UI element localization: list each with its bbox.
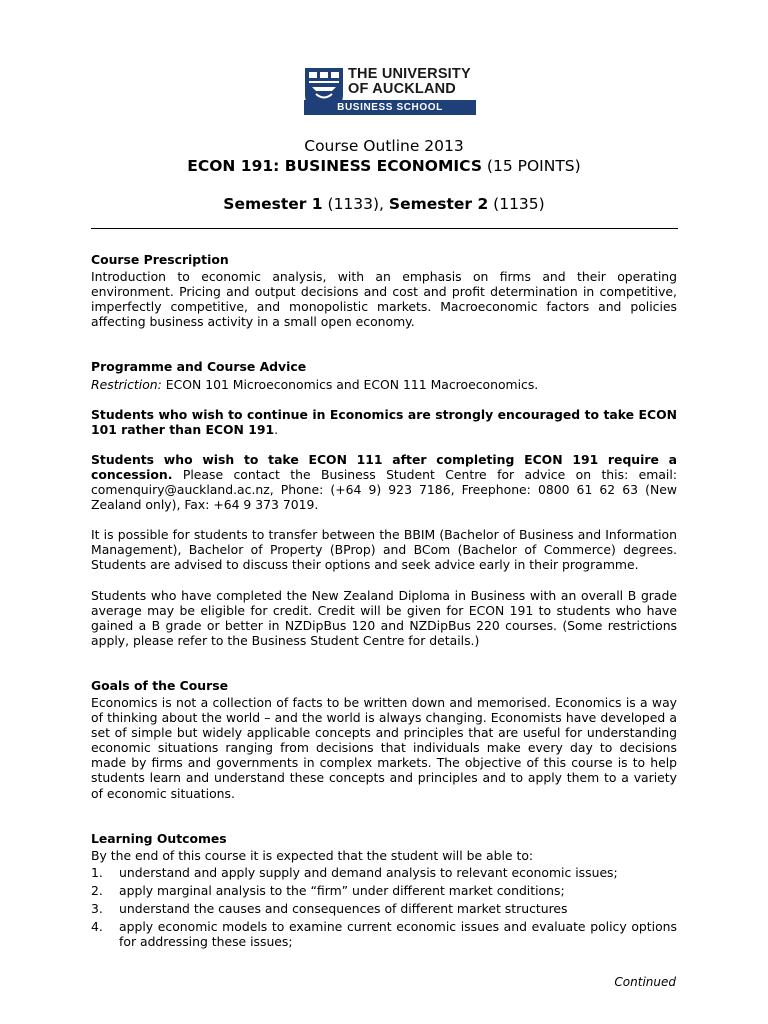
list-item-text: understand and apply supply and demand analysis to relevant economic issues; (119, 864, 618, 880)
advice-paragraph-3: It is possible for students to transfer between the BBIM (Bachelor of Business and Information Management), Bachelor of Property (BProp) and BCom (Bachelor of Commerce) degrees. Students are advised to discuss their options and seek advice early in their programme. (91, 527, 677, 573)
logo-line-1: THE UNIVERSITY (348, 66, 471, 82)
goals-text: Economics is not a collection of facts to be written down and memorised. Economics is a way of thinking about the world – and the world is always changing. Economists have developed a set of simple but widely applicable concepts and principles that are useful for understanding economic situations ranging from decisions that individuals make every day to decisions made by firms and governments in complex markets. The objective of this course is to help students learn and understand these concepts and principles and to apply them to a variety of economic situations. (91, 694, 677, 801)
course-outline-title: Course Outline 2013 (304, 137, 464, 155)
list-item-number: 2. (91, 882, 103, 898)
list-item (91, 865, 677, 880)
list-item-text: apply economic models to examine current economic issues and evaluate policy options for addressing these issues; (119, 919, 677, 950)
advice-paragraph-1 (91, 407, 677, 437)
list-item-text: apply marginal analysis to the “firm” under different market conditions; (119, 882, 565, 898)
prescription-heading: Course Prescription (91, 252, 229, 267)
restriction-paragraph (91, 377, 677, 392)
semester-1-code: (1133), (322, 195, 389, 213)
advice-paragraph-4: Students who have completed the New Zealand Diploma in Business with an overall B grade average may be eligible for credit. Credit will be given for ECON 191 to students who have gained a B grade or better in NZDipBus 120 and NZDipBus 220 courses. (Some restrictions apply, please refer to the Business Student Centre for details.) (91, 587, 677, 648)
semester-2-label: Semester 2 (388, 195, 489, 213)
outcomes-intro: By the end of this course it is expected that the student will be able to: (91, 847, 534, 863)
list-item-text: understand the causes and consequences of different market structures (119, 901, 568, 916)
list-item-number: 3. (91, 901, 103, 916)
semester-line (0, 195, 768, 213)
restriction-text: ECON 101 Microeconomics and ECON 111 Macroeconomics. (161, 376, 539, 392)
goals-heading: Goals of the Course (91, 677, 228, 693)
semester-1-label: Semester 1 (223, 195, 323, 213)
university-logo (304, 67, 476, 115)
logo-line-2: OF AUCKLAND (348, 81, 456, 97)
document-body (91, 252, 677, 952)
logo-school-bar: BUSINESS SCHOOL (304, 100, 476, 115)
prescription-text: Introduction to economic analysis, with an emphasis on firms and their operating environment. Pricing and output decisions and cost and profit determination in competitive, imperfectly competitive, and monopolistic markets. Macroeconomic factors and policies affecting business activity in a small open economy. (91, 269, 677, 330)
list-item (91, 919, 677, 949)
outcomes-heading: Learning Outcomes (91, 830, 227, 846)
semester-2-code: (1135) (488, 195, 545, 213)
advice-p2-text: Please contact the Business Student Centre for advice on this: email: comenquiry@auckland.ac.nz, Phone: (+64 9) 923 7186, Freephone: 0800 61 62 63 (New Zealand only), Fax: +64 9 373 7019. (91, 466, 677, 513)
advice-p1-end: . (274, 421, 279, 437)
list-item-number: 4. (91, 919, 103, 935)
advice-heading: Programme and Course Advice (91, 359, 307, 375)
list-item-number: 1. (91, 864, 103, 880)
list-item (91, 901, 677, 916)
header-divider (91, 228, 678, 229)
restriction-label: Restriction: (91, 376, 162, 392)
outcomes-list (91, 865, 677, 949)
course-code: ECON 191: BUSINESS ECONOMICS (187, 157, 482, 175)
course-points: (15 POINTS) (481, 157, 581, 175)
advice-p2-bold: Students who wish to take ECON 111 after completing ECON 191 require a concession. (91, 451, 677, 482)
advice-paragraph-2 (91, 452, 677, 512)
list-item (91, 883, 677, 898)
continued-note: Continued (614, 975, 676, 989)
advice-p1-bold: Students who wish to continue in Economics are strongly encouraged to take ECON 101 rather than ECON 191 (91, 406, 677, 437)
course-title (0, 157, 768, 175)
